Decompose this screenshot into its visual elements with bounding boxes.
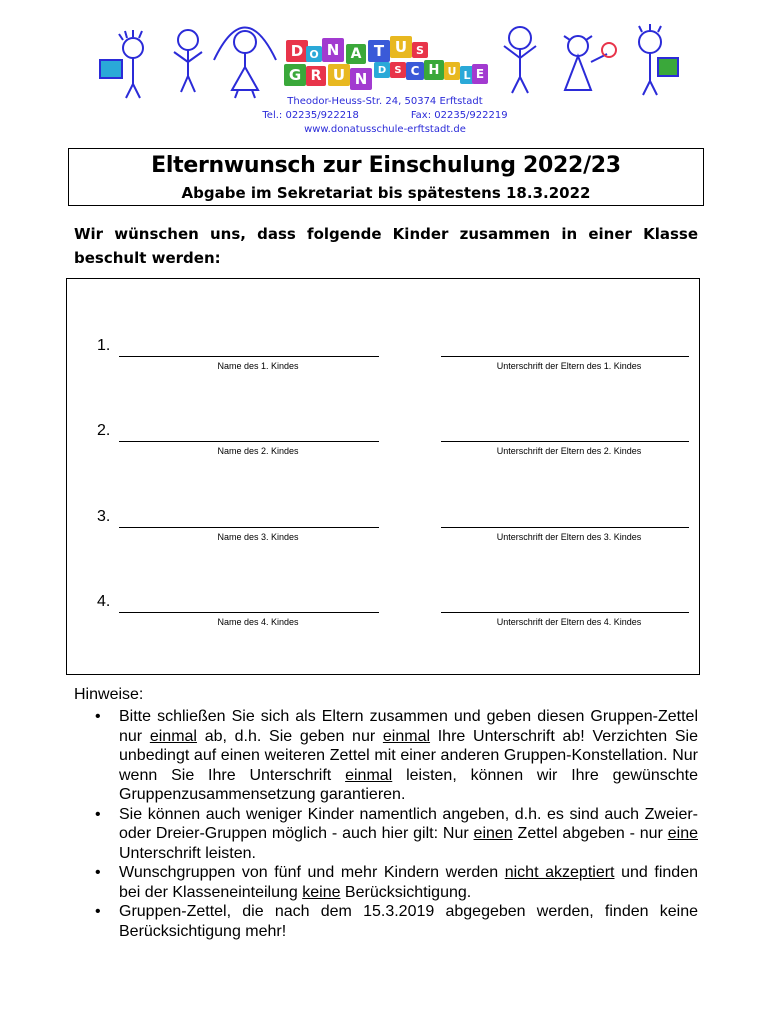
parent-signature-caption: Unterschrift der Eltern des 4. Kindes (496, 617, 642, 627)
child-name-line[interactable] (119, 527, 379, 528)
logo-tile: D (286, 40, 308, 62)
note-text: Unterschrift leisten. (119, 844, 256, 862)
note-text: Gruppen-Zettel, die nach dem 15.3.2019 abgegeben werden, finden keine Berücksichtigung mehr! (119, 903, 698, 940)
logo-tile: S (412, 42, 428, 58)
child-drawing-right-reading (639, 24, 678, 95)
logo-tile: O (306, 46, 322, 62)
logo-tile: N (322, 38, 344, 62)
child-row (67, 508, 699, 548)
parent-signature-line[interactable] (441, 356, 689, 357)
logo-tile: T (368, 40, 390, 62)
school-fax: Fax: 02235/922219 (410, 110, 508, 121)
child-drawing-right-2 (564, 36, 616, 90)
child-row (67, 337, 699, 377)
child-name-caption: Name des 1. Kindes (217, 361, 299, 371)
logo-tile: H (424, 60, 444, 80)
logo-tile: A (346, 44, 366, 64)
notes-heading: Hinweise: (74, 686, 144, 703)
note-item (119, 805, 698, 864)
child-name-line[interactable] (119, 441, 379, 442)
school-website: www.donatusschule-erftstadt.de (304, 124, 466, 135)
child-row (67, 593, 699, 633)
note-text: Ihre Unterschrift ab! Verzichten Sie unbedingt auf einen weiteren Zettel mit einer anderen Gruppen-Konstellation. Nur wenn Sie Ihre Unterschrift (119, 727, 699, 784)
logo-tile: C (406, 62, 424, 80)
note-text: ab, d.h. Sie geben nur (196, 727, 383, 745)
parent-signature-caption: Unterschrift der Eltern des 2. Kindes (496, 446, 642, 456)
child-drawing-left-reading (100, 30, 143, 98)
note-item (119, 863, 698, 902)
underlined-text: keine (302, 883, 341, 901)
parent-signature-line[interactable] (441, 612, 689, 613)
school-logo (282, 36, 492, 90)
child-name-line[interactable] (119, 356, 379, 357)
school-header (0, 0, 770, 140)
logo-tile: N (350, 68, 372, 90)
logo-tile: L (460, 66, 474, 84)
school-phone-fax (0, 110, 770, 121)
note-text: leisten, können wir Ihre gewünschte Gruppenzusammensetzung garantieren. (119, 766, 698, 803)
underlined-text: einmal (345, 766, 393, 784)
note-text: Bitte schließen Sie sich als Eltern zusammen und geben diesen Gruppen-Zettel nur (119, 708, 698, 745)
child-drawing-right-1 (504, 27, 536, 93)
page-title: Elternwunsch zur Einschulung 2022/23 (151, 153, 621, 178)
note-text: und finden bei der Klasseneinteilung (119, 864, 698, 901)
note-item (119, 707, 698, 805)
parent-signature-caption: Unterschrift der Eltern des 1. Kindes (496, 361, 642, 371)
children-form (66, 278, 700, 675)
parent-signature-line[interactable] (441, 441, 689, 442)
school-phone: Tel.: 02235/922218 (262, 110, 359, 121)
child-row (67, 422, 699, 462)
school-address: Theodor-Heuss-Str. 24, 50374 Erftstadt (287, 96, 483, 107)
logo-tile: S (390, 62, 406, 78)
title-box (68, 148, 704, 206)
child-name-line[interactable] (119, 612, 379, 613)
underlined-text: nicht akzeptiert (504, 864, 615, 881)
notes-list (74, 707, 698, 941)
note-text: Sie können auch weniger Kinder namentlich angeben, d.h. es sind auch Zweier- oder Dreier-Gruppen möglich - auch hier gilt: Nur (119, 805, 698, 842)
row-number: 2. (97, 422, 111, 439)
child-name-caption: Name des 2. Kindes (217, 446, 299, 456)
child-drawing-left-2 (174, 30, 202, 92)
child-name-caption: Name des 3. Kindes (217, 532, 299, 542)
parent-signature-line[interactable] (441, 527, 689, 528)
logo-tile: U (328, 64, 350, 86)
underlined-text: einmal (382, 727, 431, 745)
note-text: Berücksichtigung. (340, 883, 472, 901)
note-text: Zettel abgeben - nur (512, 825, 668, 842)
page-subtitle: Abgabe im Sekretariat bis spätestens 18.3.2022 (181, 184, 591, 202)
child-drawing-jump-rope (214, 28, 276, 99)
underlined-text: einen (473, 825, 513, 842)
underlined-text: einmal (149, 727, 197, 745)
parent-signature-caption: Unterschrift der Eltern des 3. Kindes (496, 532, 642, 542)
logo-tile: U (390, 36, 412, 58)
note-item (119, 902, 698, 941)
child-name-caption: Name des 4. Kindes (217, 617, 299, 627)
row-number: 3. (97, 508, 111, 525)
underlined-text: eine (667, 825, 698, 842)
row-number: 4. (97, 593, 111, 610)
logo-tile: R (306, 66, 326, 86)
note-text: Wunschgruppen von fünf und mehr Kindern werden (119, 864, 505, 881)
logo-tile: U (444, 62, 460, 80)
intro-text: Wir wünschen uns, dass folgende Kinder zusammen in einer Klasse beschult werden: (74, 225, 698, 267)
logo-tile: G (284, 64, 306, 86)
logo-tile: D (374, 62, 390, 78)
row-number: 1. (97, 337, 111, 354)
logo-tile: E (472, 64, 488, 84)
